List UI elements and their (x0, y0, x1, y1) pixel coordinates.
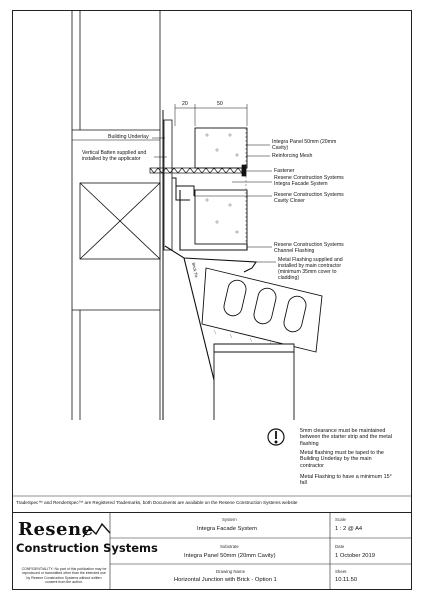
dim-20-label: 20 (182, 101, 188, 107)
note-taped: Metal flashing must be taped to the Building Underlay by the main contractor (300, 450, 384, 469)
brick-lower (214, 344, 294, 420)
reinforcing-mesh-label: Reinforcing Mesh (272, 153, 313, 159)
drawing-name-label: Drawing Name (216, 569, 246, 574)
building-underlay-label: Building Underlay (108, 134, 149, 140)
facade-system-label: Resene Construction Systems Integra Facade System (274, 175, 344, 187)
date-label: Date (335, 544, 345, 549)
substrate-label: Substrate (220, 544, 239, 549)
cavity-closer (172, 178, 194, 200)
note-clearance: 5mm clearance must be maintained between the starter strip and the metal flashing (300, 428, 392, 447)
timber-stud (72, 10, 160, 420)
channel-flashing-label: Resene Construction Systems Channel Flashing (274, 242, 344, 254)
metal-flashing-label: Metal Flashing supplied and installed by main contractor (minimum 35mm cover to cladding) (278, 257, 343, 281)
sheet-value: 10.11.50 (335, 577, 358, 583)
sheet-label: Sheet (335, 569, 347, 574)
scale-label: Scale (335, 517, 346, 522)
dimension-lines (175, 104, 247, 126)
warning-icon (268, 429, 284, 445)
integra-panel-upper (195, 128, 247, 244)
fastener-label: Fastener (274, 168, 295, 174)
date-value: 1 October 2019 (335, 553, 375, 559)
logo-roofline-icon (82, 519, 112, 539)
trademark-note: TradeSpec™ and RenderSpec™ are Registered Trademarks, both Documents are available on the Resene Construction Systems website (16, 500, 298, 505)
logo-construction-systems: Construction Systems (16, 541, 158, 555)
substrate-value: Integra Panel 50mm (20mm Cavity) (184, 553, 276, 559)
leader-lines (152, 138, 276, 262)
title-block (12, 512, 412, 590)
system-label: System (222, 517, 237, 522)
note-fall: Metal Flashing to have a minimum 15° fall (300, 474, 392, 487)
logo-resene: Resene (18, 519, 94, 540)
cavity-closer-label: Resene Construction Systems Cavity Closer (274, 192, 344, 204)
vertical-batten (164, 120, 172, 250)
panel-hatch (205, 133, 239, 234)
confidentiality-text: CONFIDENTIALITY: No part of this publication may be reproduced or transmitted other than the intended use by Resene Construction Systems without written consent from the author. (21, 567, 107, 584)
brick-tie-label: Brick Tie (191, 262, 200, 279)
channel-flashing (180, 190, 247, 250)
system-value: Integra Facade System (197, 526, 257, 532)
integra-panel-label: Integra Panel 50mm (20mm Cavity) (272, 139, 337, 151)
drawing-name-value: Horizontal Junction with Brick - Option 1 (174, 577, 277, 583)
scale-value: 1 : 2 @ A4 (335, 526, 363, 532)
dim-50-label: 50 (217, 101, 223, 107)
vertical-batten-label: Vertical Batten supplied and installed by the applicator (82, 150, 147, 162)
